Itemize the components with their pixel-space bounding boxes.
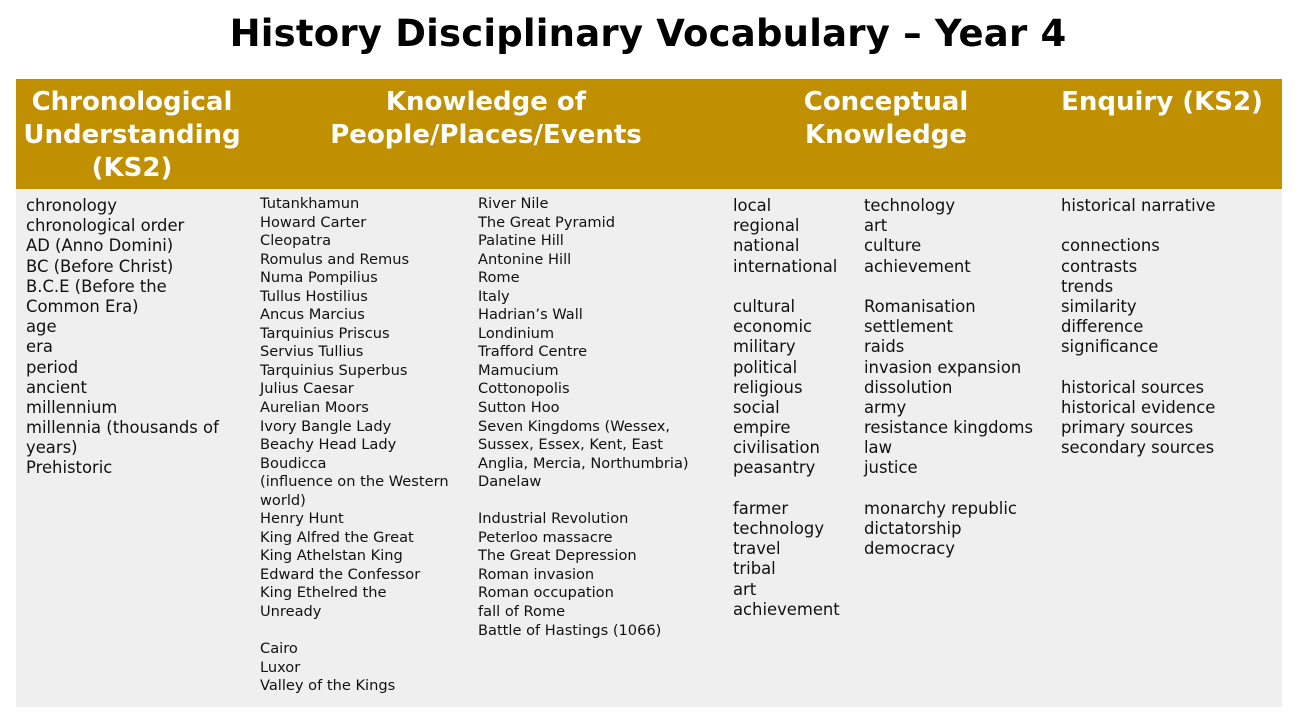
vocab-term: The Great Pyramid	[478, 213, 615, 231]
chronological-terms-column	[26, 196, 219, 479]
vocab-term: Battle of Hastings (1066)	[478, 621, 662, 639]
conceptual-knowledge-column-2	[864, 196, 1033, 559]
vocab-term: Italy	[478, 287, 510, 305]
vocab-term: B.C.E (Before the	[26, 276, 167, 296]
vocab-term: Numa Pompilius	[260, 269, 378, 287]
vocab-term: raids	[864, 337, 905, 357]
vocab-term: Romanisation	[864, 296, 976, 316]
vocab-term: Tarquinius Priscus	[260, 324, 390, 342]
vocab-term: era	[26, 337, 53, 357]
vocab-term: cultural	[733, 296, 796, 316]
vocab-term: Peterloo massacre	[478, 528, 613, 546]
vocab-term: farmer	[733, 498, 789, 518]
spacer	[864, 479, 1033, 499]
vocab-term: invasion expansion	[864, 357, 1022, 377]
spacer	[260, 622, 449, 641]
vocab-term: political	[733, 357, 798, 377]
spacer	[478, 492, 689, 511]
vocab-term: peasantry	[733, 458, 816, 478]
vocab-term: River Nile	[478, 195, 549, 212]
spacer	[1061, 358, 1215, 378]
vocab-term: Mamucium	[478, 361, 559, 379]
vocab-term: Edward the Confessor	[260, 565, 421, 583]
vocab-term: Boudicca	[260, 454, 327, 472]
vocab-term: Rome	[478, 269, 520, 287]
vocab-term: Common Era)	[26, 296, 139, 316]
vocab-term: Londinium	[478, 324, 555, 342]
vocab-term: BC (Before Christ)	[26, 256, 174, 276]
vocab-term: Antonine Hill	[478, 250, 572, 268]
vocab-term: ancient	[26, 377, 87, 397]
vocab-term: significance	[1061, 337, 1159, 357]
vocab-term: contrasts	[1061, 256, 1138, 276]
vocab-term: AD (Anno Domini)	[26, 236, 174, 256]
vocab-term: Prehistoric	[26, 458, 113, 478]
vocab-term: Tarquinius Superbus	[260, 361, 408, 379]
header-enquiry: Enquiry (KS2)	[1061, 87, 1263, 117]
people-places-events-column-1	[260, 195, 449, 696]
vocab-term: Valley of the Kings	[260, 677, 396, 695]
vocab-term: justice	[864, 458, 918, 478]
vocab-term: Roman invasion	[478, 565, 595, 583]
vocab-term: achievement	[733, 599, 840, 619]
vocab-term: Aurelian Moors	[260, 399, 369, 417]
vocab-term: fall of Rome	[478, 603, 566, 621]
enquiry-terms-column	[1061, 196, 1215, 458]
vocab-term: tribal	[733, 559, 776, 579]
vocab-term: historical evidence	[1061, 397, 1216, 417]
vocab-term: King Athelstan King	[260, 547, 403, 565]
vocab-term: world)	[260, 491, 306, 509]
vocab-term: national	[733, 236, 800, 256]
spacer	[733, 277, 840, 297]
vocab-term: dictatorship	[864, 519, 962, 538]
vocab-term: technology	[733, 519, 825, 538]
vocab-term: difference	[1061, 317, 1144, 337]
vocab-term: Servius Tullius	[260, 343, 364, 361]
vocab-term: international	[733, 256, 838, 276]
vocab-term: Tutankhamun	[260, 195, 360, 212]
vocab-term: Romulus and Remus	[260, 250, 410, 268]
header-row	[16, 79, 1282, 189]
vocab-term: settlement	[864, 317, 953, 337]
vocab-term: culture	[864, 236, 922, 256]
vocab-term: religious	[733, 377, 803, 397]
vocab-term: art	[733, 579, 757, 599]
vocab-term: Ancus Marcius	[260, 306, 365, 324]
page-title: History Disciplinary Vocabulary – Year 4	[229, 12, 1067, 55]
spacer	[733, 479, 840, 499]
vocab-term: Sutton Hoo	[478, 399, 560, 417]
vocab-term: Trafford Centre	[478, 343, 588, 361]
vocab-term: dissolution	[864, 377, 953, 397]
vocab-term: regional	[733, 216, 800, 236]
vocab-term: secondary sources	[1061, 438, 1215, 458]
vocab-term: (influence on the Western	[260, 473, 449, 491]
vocab-term: local	[733, 196, 772, 215]
vocab-term: chronological order	[26, 216, 185, 236]
vocab-term: Cleopatra	[260, 232, 332, 250]
vocab-term: similarity	[1061, 296, 1137, 316]
vocab-term: social	[733, 397, 780, 417]
vocab-term: King Ethelred the	[260, 584, 387, 602]
vocab-term: primary sources	[1061, 418, 1194, 438]
people-places-events-column-2	[478, 195, 689, 640]
header-conceptual-knowledge: Conceptual Knowledge	[803, 87, 969, 150]
vocab-term: Danelaw	[478, 473, 542, 491]
conceptual-knowledge-column-1	[733, 196, 840, 620]
spacer	[1061, 216, 1215, 236]
vocab-term: Luxor	[260, 658, 301, 676]
vocab-term: millennia (thousands of	[26, 418, 219, 438]
vocab-term: Palatine Hill	[478, 232, 564, 250]
vocab-term: achievement	[864, 256, 971, 276]
vocab-term: economic	[733, 317, 813, 337]
vocab-term: trends	[1061, 276, 1114, 296]
vocab-term: art	[864, 216, 888, 236]
spacer	[864, 277, 1033, 297]
vocab-term: Howard Carter	[260, 213, 367, 231]
vocab-term: Hadrian’s Wall	[478, 306, 583, 324]
vocab-term: King Alfred the Great	[260, 528, 414, 546]
vocab-term: years)	[26, 438, 78, 458]
vocab-term: technology	[864, 196, 956, 215]
vocab-term: Sussex, Essex, Kent, East	[478, 436, 663, 454]
vocab-term: monarchy republic	[864, 498, 1017, 518]
vocab-term: Tullus Hostilius	[260, 287, 368, 305]
vocab-term: chronology	[26, 196, 117, 215]
vocab-term: civilisation	[733, 438, 820, 458]
vocab-term: Unready	[260, 603, 322, 621]
vocab-term: resistance kingdoms	[864, 418, 1034, 438]
vocab-term: Cottonopolis	[478, 380, 570, 398]
vocab-term: millennium	[26, 397, 118, 417]
vocab-term: Industrial Revolution	[478, 510, 629, 528]
vocab-term: The Great Depression	[478, 547, 637, 565]
vocab-term: Ivory Bangle Lady	[260, 417, 392, 435]
vocab-term: army	[864, 397, 907, 417]
vocab-term: law	[864, 438, 893, 458]
vocab-term: empire	[733, 418, 791, 438]
vocabulary-table	[16, 79, 1282, 707]
vocab-term: Anglia, Mercia, Northumbria)	[478, 454, 689, 472]
vocab-term: Beachy Head Lady	[260, 436, 397, 454]
vocab-term: military	[733, 337, 796, 357]
header-knowledge-people-places-events: Knowledge of People/Places/Events	[330, 87, 642, 150]
vocab-term: historical sources	[1061, 377, 1205, 397]
vocab-term: Julius Caesar	[260, 380, 354, 398]
vocab-term: age	[26, 317, 57, 337]
vocab-term: Roman occupation	[478, 584, 614, 602]
vocab-term: connections	[1061, 236, 1160, 256]
vocab-term: period	[26, 357, 79, 377]
vocab-term: Cairo	[260, 640, 298, 658]
vocab-term: Seven Kingdoms (Wessex,	[478, 417, 670, 435]
vocab-term: historical narrative	[1061, 196, 1216, 215]
vocab-term: Henry Hunt	[260, 510, 344, 528]
header-chronological-understanding: Chronological Understanding (KS2)	[23, 87, 241, 183]
vocab-term: travel	[733, 539, 781, 559]
vocab-term: democracy	[864, 539, 955, 559]
